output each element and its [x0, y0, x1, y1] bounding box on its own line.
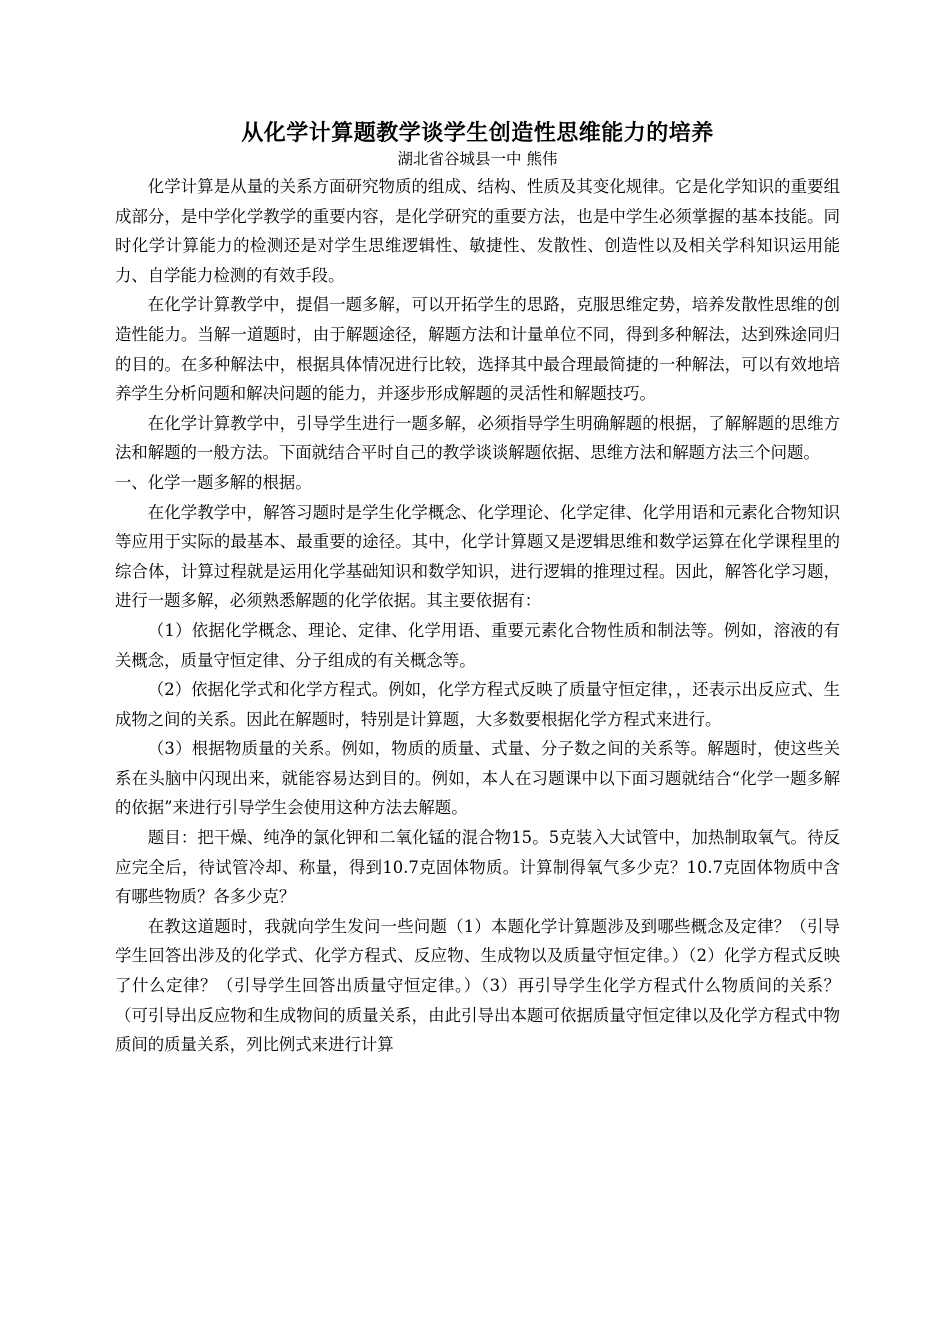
document-title: 从化学计算题教学谈学生创造性思维能力的培养: [241, 120, 714, 146]
paragraph-intro: 化学计算是从量的关系方面研究物质的组成、结构、性质及其变化规律。它是化学知识的重要组成部分，是中学化学教学的重要内容，是化学研究的重要方法，也是中学生必须掌握的基本技能。同时化学计算能力的检测还是对学生思维逻辑性、敏捷性、发散性、创造性以及相关学科知识运用能力、自学能力检测的有效手段。: [115, 177, 840, 285]
paragraph-problem: 题目：把干燥、纯净的氯化钾和二氧化锰的混合物15。5克装入大试管中，加热制取氧气。待反应完全后，待试管冷却、称量，得到10.7克固体物质。计算制得氧气多少克？10.7克固体物质中含有哪些物质？各多少克？: [115, 828, 840, 907]
paragraph-basis-item-2: （2）依据化学式和化学方程式。例如，化学方程式反映了质量守恒定律，，还表示出反应式、生成物之间的关系。因此在解题时，特别是计算题，大多数要根据化学方程式来进行。: [115, 680, 840, 729]
section-heading-1: 一、化学一题多解的根据。: [115, 472, 312, 492]
paragraph-guidance: 在化学计算教学中，引导学生进行一题多解，必须指导学生明确解题的根据，了解解题的思维方法和解题的一般方法。下面就结合平时自己的教学谈谈解题依据、思维方法和解题方法三个问题。: [115, 413, 840, 463]
paragraph-multi-solution: 在化学计算教学中，提倡一题多解，可以开拓学生的思路，克服思维定势，培养发散性思维的创造性能力。当解一道题时，由于解题途径，解题方法和计量单位不同，得到多种解法，达到殊途同归的目的。在多种解法中，根据具体情况进行比较，选择其中最合理最简捷的一种解法，可以有效地培养学生分析问题和解决问题的能力，并逐步形成解题的灵活性和解题技巧。: [115, 295, 840, 404]
paragraph-basis-item-1: （1）依据化学概念、理论、定律、化学用语、重要元素化合物性质和制法等。例如，溶液的有关概念，质量守恒定律、分子组成的有关概念等。: [115, 620, 840, 670]
paragraph-basis: 在化学教学中，解答习题时是学生化学概念、化学理论、化学定律、化学用语和元素化合物知识等应用于实际的最基本、最重要的途径。其中，化学计算题又是逻辑思维和数学运算在化学课程里的综合体，计算过程就是运用化学基础知识和数学知识，进行逻辑的推理过程。因此，解答化学习题，进行一题多解，必须熟悉解题的化学依据。其主要依据有：: [115, 502, 840, 611]
paragraph-teaching: 在教这道题时，我就向学生发问一些问题（1）本题化学计算题涉及到哪些概念及定律？（引导学生回答出涉及的化学式、化学方程式、反应物、生成物以及质量守恒定律。）（2）化学方程式反映了什么定律？（引导学生回答出质量守恒定律。）（3）再引导学生化学方程式什么物质间的关系？（可引导出反应物和生成物间的质量关系，由此引导出本题可依据质量守恒定律以及化学方程式中物质间的质量关系，列比例式来进行计算: [115, 916, 840, 1055]
paragraph-basis-item-3: （3）根据物质量的关系。例如，物质的质量、式量、分子数之间的关系等。解题时，使这些关系在头脑中闪现出来，就能容易达到目的。例如，本人在习题课中以下面习题就结合“化学一题多解的依据”来进行引导学生会使用这种方法去解题。: [115, 739, 840, 818]
document-page: [115, 118, 840, 1060]
document-author: 湖北省谷城县一中 熊伟: [397, 150, 558, 168]
